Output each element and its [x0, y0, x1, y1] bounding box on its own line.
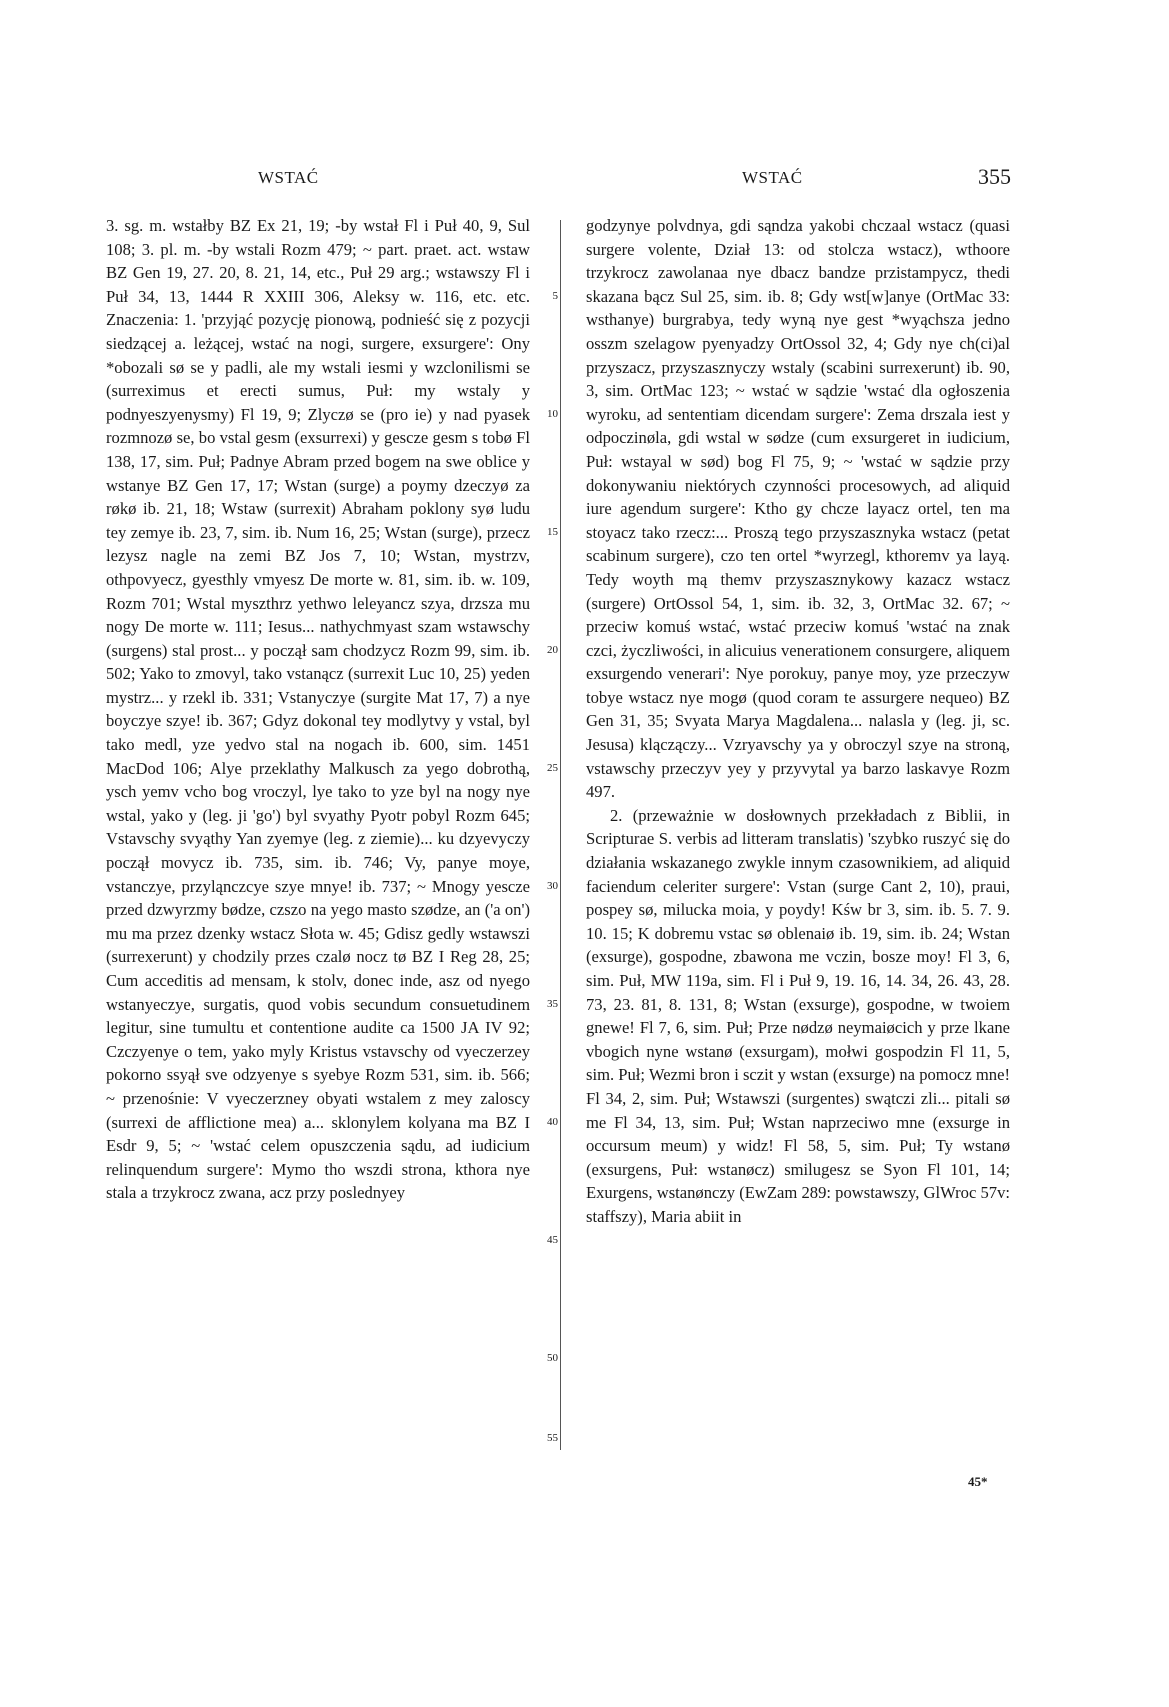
- line-number: 45: [547, 1234, 558, 1246]
- line-number: 10: [547, 408, 558, 420]
- column-divider: [560, 220, 561, 1450]
- right-column-paragraph: godzynye polvdnya, gdi sąndza yakobi chczaal wstacz (quasi surgere volente, Dział 13: od stolcza wstacz), wthoore trzykrocz zawolanaa nye dbacz bandze przistampycz, thedi skazana bącz Sul 25, sim. ib. 8; Gdy wst[w]anye (OrtMac 33: wsthanye) burgrabya, tedy wyną nye gest *wyąchsza jedno osszm szelagow pyenyadzy OrtOssol 32, 4; Gdy nye ch(ci)al przyszacz, przyszasznyczy wstaly (scabini surrexerunt) ib. 90, 3, sim. OrtMac 123; ~ wstać w sądzie 'wstać dla ogłoszenia wyroku, ad sententiam dicendam surgere': Zema drszala iest y odpoczinøla, gdi wstal w sødze (cum exsurgeret in iudicium, Puł: wstayal w sød) bog Fl 75, 9; ~ 'wstać w sądzie przy dokonywaniu niektórych czynności procesowych, ad aliquid iure agendum surgere': Ktho gy chcze layacz ortel, ten ma stoyacz tako rzecz:... Proszą tego przyszasznyka wstacz (petat scabinum surgere), czo ten ortel *wyrzegl, kthoremv ya layą. Tedy woyth mą themv przyszasznykowy kazacz wstacz (surgere) OrtOssol 54, 1, sim. ib. 32, 3, OrtMac 32. 67; ~ przeciw komuś wstać, wstać przeciw komuś 'wstać na znak czci, życzliwości, in alicuius venerationem consurgere, aliquem exsurgendo venerari': Nye porokuy, panye moy, yze przeczyw tobye wstacz nye mogø (quod coram te assurgere nequeo) BZ Gen 31, 35; Svyata Marya Magdalena... nalasla y (leg. ji, sc. Jesusa) klączączy... Vzryavschy ya y obroczyl szye na stroną, vstawschy przeczyv yey y przyvytal ya barzo laskavye Rozm 497.: [586, 216, 1010, 802]
- line-number: 15: [547, 526, 558, 538]
- line-number: 40: [547, 1116, 558, 1128]
- running-head-right: WSTAĆ: [742, 168, 803, 187]
- line-number: 5: [552, 290, 558, 302]
- line-number: 55: [547, 1432, 558, 1444]
- right-column: [586, 214, 1010, 1229]
- line-number: 50: [547, 1352, 558, 1364]
- page-number: 355: [978, 164, 1011, 189]
- line-number: 30: [547, 880, 558, 892]
- line-number: 25: [547, 762, 558, 774]
- right-column-paragraph: 2. (przeważnie w dosłownych przekładach z Biblii, in Scripturae S. verbis ad litteram translatis) 'szybko ruszyć się do działania wskazanego zwykle innym czasownikiem, ad aliquid faciendum celeriter surgere': Vstan (surge Cant 2, 10), praui, pospey sø, milucka moia, y poydy! Kśw br 3, sim. ib. 5. 7. 9. 10. 15; K dobremu vstac sø oblenaiø ib. 19, sim. ib. 24; Wstan (exsurge), gospodne, zbawona me vczin, bosze moy! Fl 3, 6, sim. Puł, MW 119a, sim. Fl i Puł 9, 19. 16, 14. 34, 26. 43, 28. 73, 23. 81, 8. 131, 8; Wstan (exsurge), gospodne, w twoiem gnewe! Fl 7, 6, sim. Puł; Prze nødzø neymaiøcich y prze lkane vbogich nyne wstanø (exsurgam), mołwi gospodzin Fl 11, 5, sim. Puł; Wezmi bron i sczit y wstan (exsurge) na pomocz mne! Fl 34, 2, sim. Puł; Wstawszi (surgentes) swątczi zli... pitali sø me Fl 34, 13, sim. Puł; Wstan naprzeciwo mne (exsurge in occursum meum) y widz! Fl 58, 5, sim. Puł; Ty wstanø (exsurgens, Puł: wstanøcz) smilugesz se Syon Fl 101, 14; Exurgens, wstanønczy (EwZam 289: powstawszy, GlWroc 57v: staffszy), Maria abiit in: [586, 805, 1010, 1226]
- line-number: 20: [547, 644, 558, 656]
- running-head-left: WSTAĆ: [258, 168, 319, 187]
- signature-mark: 45*: [968, 1474, 988, 1489]
- left-column-paragraph: 3. sg. m. wstałby BZ Ex 21, 19; -by wstał Fl i Puł 40, 9, Sul 108; 3. pl. m. -by wstali Rozm 479; ~ part. praet. act. wstaw BZ Gen 19, 27. 20, 8. 21, 14, etc., Puł 29 arg.; wstawszy Fl i Puł 34, 13, 1444 R XXIII 306, Aleksy w. 116, etc. etc. Znaczenia: 1. 'przyjąć pozycję pionową, podnieść się z pozycji siedzącej a. leżącej, wstać na nogi, surgere, exsurgere': Ony *obozali sø se y padli, ale my wstali iesmi y wzclonilismi se (surreximus et erecti sumus, Puł: my wstaly y podnyeszyenysmy) Fl 19, 9; Zlyczø se (pro ie) y nad pyasek rozmnozø se, bo vstal gesm (exsurrexi) y gescze gesm s tobø Fl 138, 17, sim. Puł; Padnye Abram przed bogem na swe oblice y wstanye BZ Gen 17, 17; Wstan (surge) a poymy dzeczyø za røkø ib. 21, 18; Wstaw (surrexit) Abraham poklony syø ludu tey zemye ib. 23, 7, sim. ib. Num 16, 25; Wstan (surge), przecz lezysz nagle na zemi BZ Jos 7, 10; Wstan, mystrzv, othpovyecz, gyesthly vmyesz De morte w. 81, sim. ib. w. 109, Rozm 701; Wstal myszthrz yethwo leleyancz szya, drzsza mu nogy De morte w. 111; Iesus... nathychmyast szam wstawschy (surgens) stal prost... y począł sam chodzycz Rozm 99, sim. ib. 502; Yako to zmovyl, tako vstanącz (surrexit Luc 10, 25) yeden mystrz... y rzekl ib. 331; Vstanyczye (surgite Mat 17, 7) a nye boyczye szye! ib. 367; Gdyz dokonal tey modlytvy y vstal, byl tako medl, yze yedvo stal na nogach ib. 600, sim. 1451 MacDod 106; Alye przeklathy Malkusch za yego dobrothą, ysch yemv vcho bog vroczyl, lye tako to yze byl na nogy nye wstal, yako y (leg. ji 'go') byl svyathy Pyotr pobyl Rozm 645; Vstavschy svyąthy Yan zyemye (leg. z ziemie)... ku dzyevyczy począł movycz ib. 735, sim. ib. 746; Vy, panye moye, vstanczye, przyląnczcye szye mnye! ib. 737; ~ Mnogy yescze przed dzwyrzmy bødze, czszo na yego masto szødze, an ('a on') mu ma przez dzenky wstacz Słota w. 45; Gdisz gedly wstawszi (surrexerunt) y chodzily przes czalø nocz tø BZ I Reg 28, 25; Cum acceditis ad mensam, k stolv, donec inde, asz od nyego wstanyeczye, surgatis, quod vobis secundum consuetudinem legitur, sine tumultu et contentione audite ca 1500 JA IV 92; Czczyenye o tem, yako myly Kristus vstavschy od vyeczerzey pokorno ssyął sve odzyenye s syebye Rozm 531, sim. ib. 566; ~ przenośnie: V vyeczerzney obyati wstalem z mey zaloscy (surrexi de afflictione mea) a... sklonylem kolyana ma BZ I Esdr 9, 5; ~ 'wstać celem opuszczenia sądu, ad iudicium relinquendum surgere': Mymo tho wszdi strona, kthora nye stala a trzykrocz zwana, acz przy poslednyey: [106, 216, 530, 1203]
- left-column: [106, 214, 530, 1205]
- line-number: 35: [547, 998, 558, 1010]
